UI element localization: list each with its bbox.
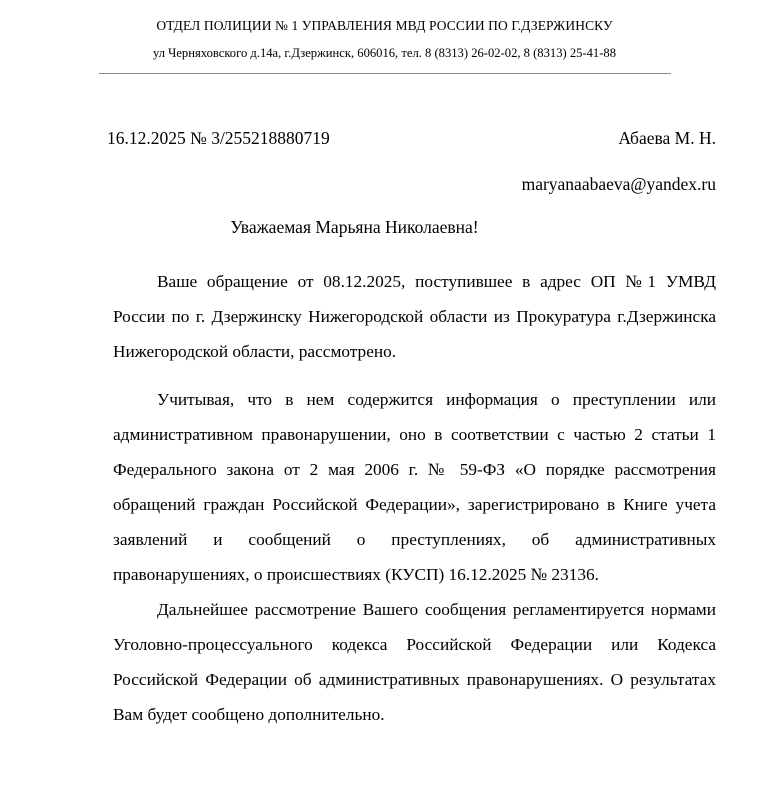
body-paragraph: Учитывая, что в нем содержится информация о преступлении или административном правонарушении, оно в соответствии с частью 2 статьи 1 Федерального закона от 2 мая 2006 г. № 59-ФЗ «О порядке рассмотрения обращений граждан Российской Федерации», зарегистрировано в Книге учета заявлений и сообщений о преступлениях, об административных правонарушениях, о происшествиях (КУСП) 16.12.2025 № 23136. [113,389,716,584]
body-paragraph: Ваше обращение от 08.12.2025, поступившее в адрес ОП №1 УМВД России по г. Дзержинску Нижегородской области из Прокуратура г.Дзержинска Нижегородской области, рассмотрено. [113,271,716,361]
addressee-name: Абаева М. Н. [618,127,716,148]
reference-row [0,128,769,154]
addressee-email: maryanaabaeva@yandex.ru [521,173,716,194]
salutation: Уважаемая Марьяна Николаевна! [230,216,479,237]
letterhead-divider [99,73,671,74]
document-date-and-number: 16.12.2025 № 3/255218880719 [107,127,330,148]
letterhead-address: ул Черняховского д.14а, г.Дзержинск, 606016, тел. 8 (8313) 26-02-02, 8 (8313) 25-41-88 [152,45,617,60]
letterhead [0,0,769,74]
body-paragraph: Дальнейшее рассмотрение Вашего сообщения регламентируется нормами Уголовно-процессуального кодекса Российской Федерации или Кодекса Российской Федерации об административных правонарушениях. О результатах Вам будет сообщено дополнительно. [113,599,716,724]
letter-body [0,264,769,732]
letterhead-organization: ОТДЕЛ ПОЛИЦИИ № 1 УПРАВЛЕНИЯ МВД РОССИИ ПО Г.ДЗЕРЖИНСКУ [156,18,613,33]
